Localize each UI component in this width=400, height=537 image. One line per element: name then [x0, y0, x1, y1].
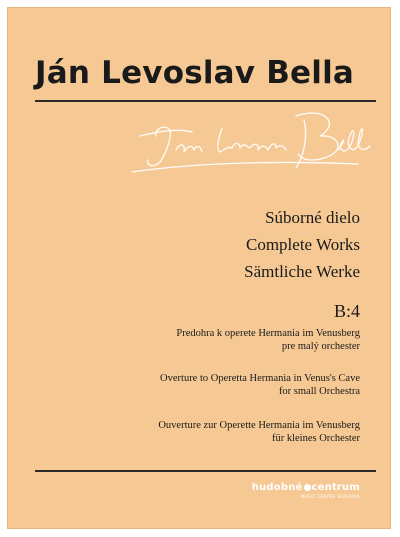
volume-number: B:4 — [333, 301, 360, 321]
work-title-sk — [60, 327, 360, 353]
collection-titles — [244, 204, 360, 285]
collection-title-sk: Súborné dielo — [265, 208, 360, 227]
work-title-en-line2: for small Orchestra — [278, 386, 360, 397]
publisher-logo-part1: hudobné — [251, 482, 303, 493]
work-title-de — [60, 419, 360, 445]
publisher-logo — [252, 482, 360, 499]
bottom-divider — [35, 470, 376, 472]
work-title-sk-line2: pre malý orchester — [281, 341, 360, 352]
collection-title-en: Complete Works — [245, 235, 360, 254]
publisher-logo-part2: centrum — [311, 482, 360, 493]
work-title-en-line1: Overture to Operetta Hermania in Venus's Cave — [160, 373, 360, 384]
work-title-en — [60, 372, 360, 398]
publisher-logo-subtitle: MUSIC CENTRE SLOVAKIA — [300, 494, 360, 499]
work-title-de-line2: für kleines Orchester — [271, 433, 360, 444]
work-title-sk-line1: Predohra k operete Hermania im Venusberg — [176, 328, 360, 339]
collection-title-de: Sämtliche Werke — [244, 262, 360, 281]
cover-page — [7, 7, 391, 529]
work-title-de-line1: Ouverture zur Operette Hermania im Venusberg — [158, 420, 360, 431]
composer-signature — [126, 106, 374, 184]
logo-dot-icon — [304, 484, 311, 491]
top-divider — [35, 100, 376, 102]
composer-name: Ján Levoslav Bella — [35, 55, 355, 91]
